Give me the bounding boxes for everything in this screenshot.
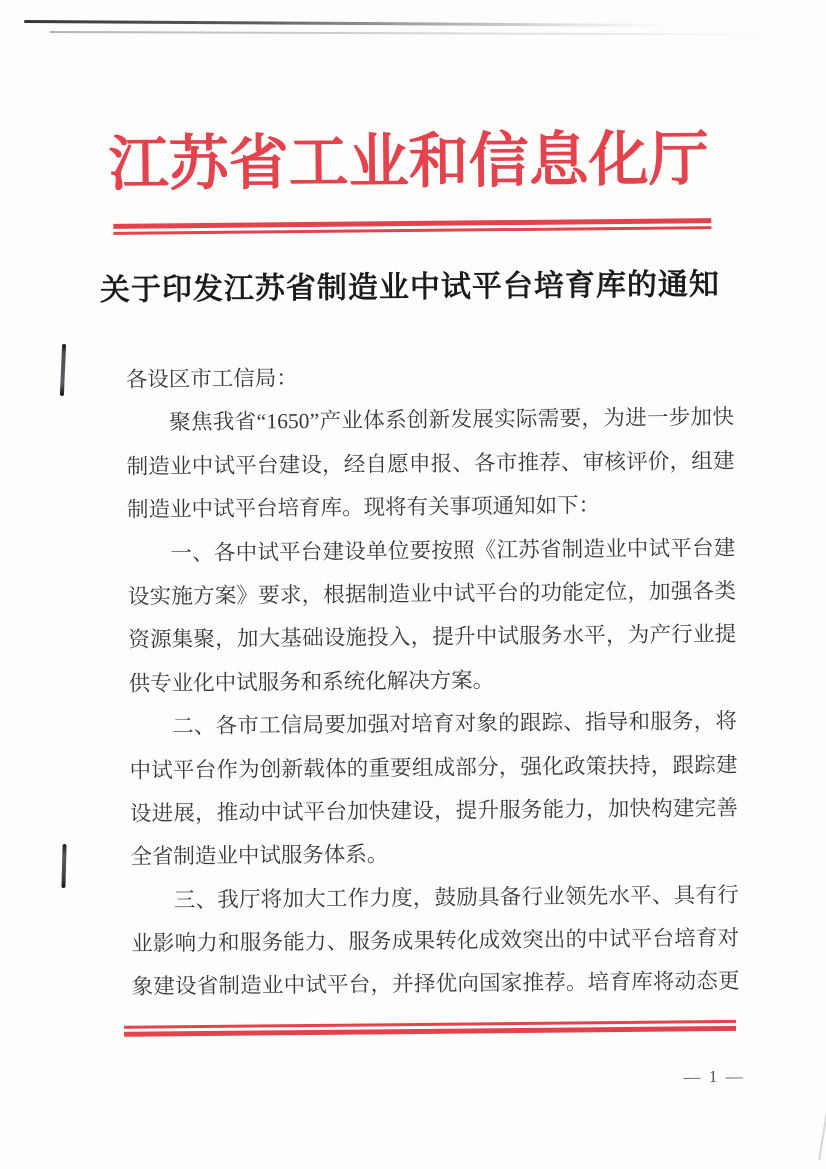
body-text-line: 一 、 各 中 试 平 台 建 设 单 位 要 按 照 《 江 苏 省 制 造 业 中 试 平 台 建 (170, 535, 736, 565)
body-text-line: 制 造 业 中 试 平 台 建 设 ， 经 自 愿 申 报 、 各 市 推 荐 、 审 核 评 价 ， 组 建 (126, 448, 735, 479)
body-text-line: 制造业中试平台培育库。现将有关事项通知如下： (126, 493, 601, 522)
body-text-line: 聚 焦 我 省 “ 1650 ” 产 业 体 系 创 新 发 展 实 际 需 要 ， 为 进 一 步 加 快 (169, 405, 735, 435)
page-number: — 1 — (683, 1066, 745, 1087)
body-text-line: 设 进 展 ， 推 动 中 试 平 台 加 快 建 设 ， 提 升 服 务 能 力 ， 加 快 构 建 完 善 (129, 795, 738, 826)
body-text-line: 设 实 施 方 案 》 要 求 ， 根 据 制 造 业 中 试 平 台 的 功 能 定 位 ， 加 强 各 类 (127, 578, 736, 609)
body-text-line: 二 、 各 市 工 信 局 要 加 强 对 培 育 对 象 的 跟 踪 、 指 导 和 服 务 ， 将 (172, 709, 738, 739)
body-text-line: 各设区市工信局： (125, 366, 298, 392)
document-title: 关于印发江苏省制造业中试平台培育库的通知 (99, 268, 721, 307)
body-text-line: 资 源 集 聚 ， 加 大 基 础 设 施 投 入 ， 提 升 中 试 服 务 水 平 ， 为 产 行 业 提 (128, 622, 737, 653)
document-body (126, 353, 740, 1010)
red-divider-top (113, 218, 711, 235)
body-text-line: 供专业化中试服务和系统化解决方案。 (128, 667, 495, 696)
body-text-line: 三 、 我 厅 将 加 大 工 作 力 度 ， 鼓 励 具 备 行 业 领 先 水 平 、 具 有 行 (173, 882, 739, 912)
body-text-line: 中 试 平 台 作 为 创 新 载 体 的 重 要 组 成 部 分 ， 强 化 政 策 扶 持 ， 跟 踪 建 (129, 752, 738, 783)
red-divider-bottom (124, 1020, 736, 1037)
agency-header-title: 江苏省工业和信息化厅 (108, 126, 710, 198)
body-text-line: 全省制造业中试服务体系。 (130, 842, 389, 870)
body-text-line: 业 影 响 力 和 服 务 能 力 、 服 务 成 果 转 化 成 效 突 出 的 中 试 平 台 培 育 对 (131, 925, 740, 956)
body-text-line: 象 建 设 省 制 造 业 中 试 平 台 ， 并 择 优 向 国 家 推 荐 。 培 育 库 将 动 态 更 (131, 969, 740, 1000)
